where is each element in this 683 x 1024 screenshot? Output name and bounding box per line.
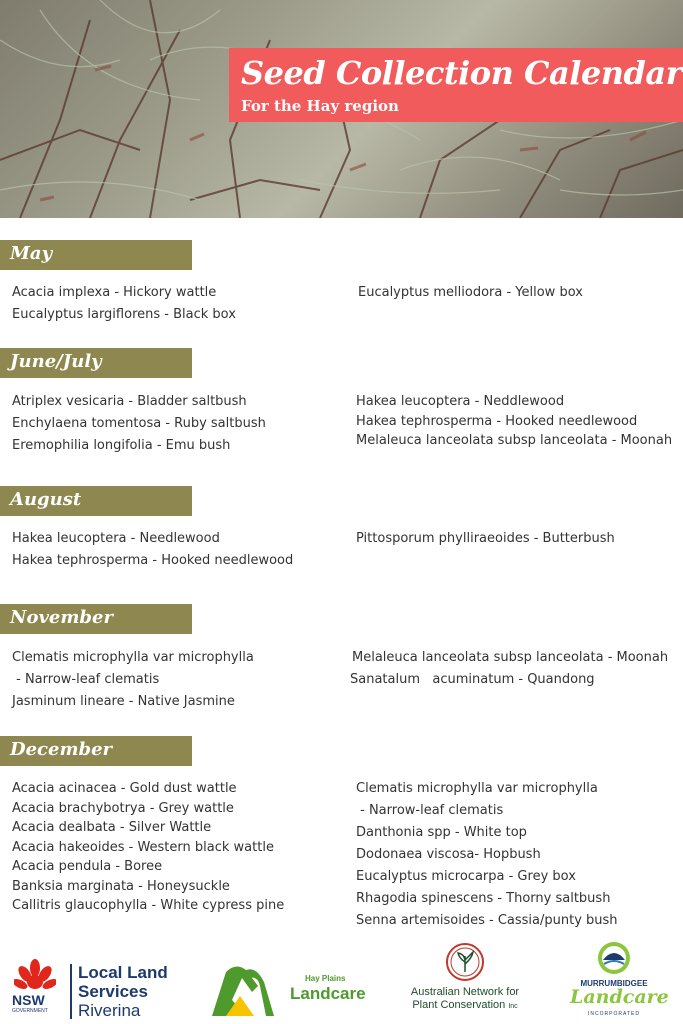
species-item: Eucalyptus melliodora - Yellow box [358, 285, 583, 300]
hero-photo [0, 0, 683, 218]
month-label: May [10, 243, 53, 264]
lls-line-2: Services [78, 982, 148, 1001]
species-item: Hakea leucoptera - Needlewood [12, 531, 220, 546]
month-label: December [10, 739, 113, 760]
murrumbidgee-label: MURRUMBIDGEE [580, 979, 648, 988]
waratah-icon [14, 958, 56, 994]
murrumbidgee-landcare-label: Landcare [570, 986, 669, 1008]
title-banner [229, 48, 683, 122]
species-item: Atriplex vesicaria - Bladder saltbush [12, 394, 247, 409]
species-item: - Narrow-leaf clematis [12, 672, 160, 687]
species-item: Hakea leucoptera - Neddlewood [356, 394, 565, 409]
month-label: November [10, 607, 113, 628]
species-item: Melaleuca lanceolata subsp lanceolata - Moonah [356, 433, 673, 448]
month-label: June/July [10, 351, 102, 372]
species-item: Acacia pendula - Boree [12, 859, 163, 874]
month-label: August [10, 489, 82, 510]
species-item: Acacia hakeoides - Western black wattle [12, 839, 274, 855]
species-item: Eucalyptus largiflorens - Black box [12, 307, 236, 322]
murrumbidgee-emblem-icon [595, 940, 633, 976]
page-subtitle: For the Hay region [241, 97, 399, 115]
species-item: Senna artemisoides - Cassia/punty bush [356, 913, 618, 928]
month-header-december [0, 736, 192, 766]
nsw-label: NSW [12, 992, 45, 1008]
june-july-left-list [12, 391, 266, 457]
month-header-august [0, 486, 192, 516]
page-title: Seed Collection Calendar [241, 54, 682, 92]
hay-plains-landcare-label: Landcare [290, 984, 366, 1003]
november-left-list [12, 647, 254, 713]
species-item: Dodonaea viscosa- Hopbush [356, 847, 541, 862]
nsw-government-label: GOVERNMENT [12, 1008, 48, 1014]
local-land-services-logo [0, 940, 200, 1024]
august-left-list [12, 528, 293, 572]
species-item: Acacia brachybotrya - Grey wattle [12, 800, 234, 816]
anpc-line-1: Australian Network for [410, 986, 520, 998]
species-item: Melaleuca lanceolata subsp lanceolata - Moonah [352, 650, 669, 665]
lls-line-1: Local Land [78, 963, 168, 982]
species-item: Pittosporum phylliraeoides - Butterbush [356, 531, 615, 546]
species-item: Eucalyptus microcarpa - Grey box [356, 869, 576, 884]
hay-plains-label: Hay Plains [305, 974, 346, 983]
species-item: Danthonia spp - White top [356, 825, 527, 840]
species-item: Eremophilia longifolia - Emu bush [12, 438, 231, 453]
species-item: Jasminum lineare - Native Jasmine [12, 694, 235, 709]
month-header-may [0, 240, 192, 270]
murrumbidgee-inc-label: INCORPORATED [588, 1011, 640, 1017]
lls-wordmark [78, 963, 168, 1020]
august-right-list [356, 528, 615, 550]
anpc-line-2: Plant Conservation [412, 999, 506, 1011]
hay-plains-landcare-logo [200, 940, 390, 1024]
anpc-inc: Inc [508, 1003, 518, 1010]
lls-line-3: Riverina [78, 1001, 141, 1020]
species-item: Clematis microphylla var microphylla [356, 781, 598, 796]
december-left-list [12, 779, 284, 916]
plant-conservation-icon [445, 942, 485, 982]
species-item: Enchylaena tomentosa - Ruby saltbush [12, 416, 266, 431]
species-item: Banksia marginata - Honeysuckle [12, 878, 230, 894]
divider [70, 964, 72, 1019]
species-item: Hakea tephrosperma - Hooked needlewood [356, 413, 638, 429]
species-item: Rhagodia spinescens - Thorny saltbush [356, 891, 611, 906]
species-item: Acacia acinacea - Gold dust wattle [12, 781, 237, 796]
species-item: Acacia implexa - Hickory wattle [12, 285, 217, 300]
species-item: Acacia dealbata - Silver Wattle [12, 820, 212, 835]
month-header-june-july [0, 348, 192, 378]
may-right-list [358, 282, 583, 304]
species-item: Sanatalum acuminatum - Quandong [350, 672, 595, 687]
sponsor-logos [0, 940, 683, 1024]
month-header-november [0, 604, 192, 634]
species-item: Hakea tephrosperma - Hooked needlewood [12, 553, 294, 568]
species-item: Clematis microphylla var microphylla [12, 650, 254, 665]
may-left-list [12, 282, 236, 326]
anpc-wordmark [400, 986, 530, 1013]
landcare-hands-icon [206, 962, 280, 1018]
species-item: Callitris glaucophylla - White cypress pine [12, 898, 285, 913]
november-right-list [352, 647, 668, 691]
december-right-list [356, 778, 618, 932]
june-july-right-list [356, 392, 672, 451]
species-item: - Narrow-leaf clematis [356, 803, 504, 818]
